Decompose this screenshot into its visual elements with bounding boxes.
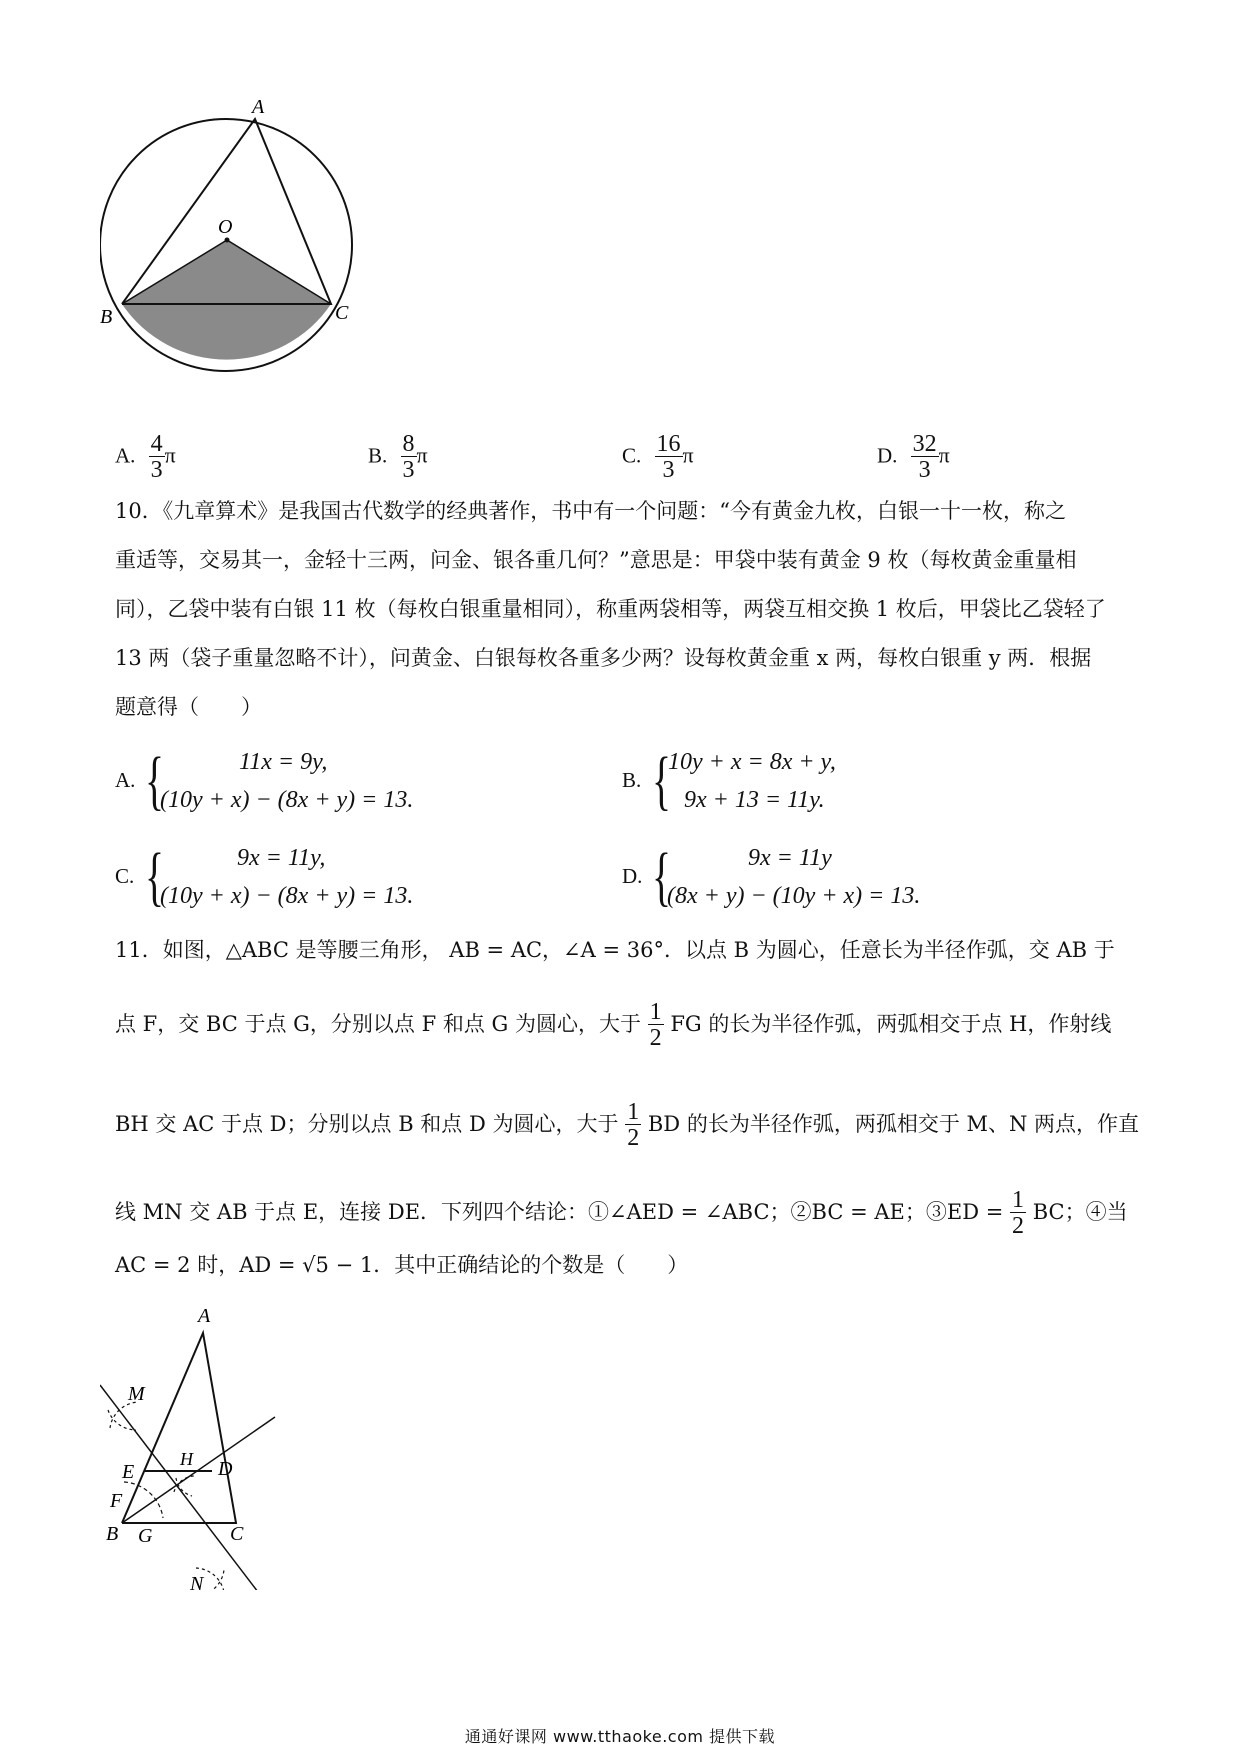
q9-option-c[interactable]: [622, 432, 694, 483]
arc-fg: [124, 1482, 163, 1518]
option-letter: B.: [622, 768, 642, 792]
figure-circle-triangle: [100, 95, 370, 385]
equation-1: 11x = 9y,: [239, 749, 328, 775]
fraction-half: [648, 1000, 664, 1051]
fraction: [149, 432, 165, 483]
numerator: 32: [912, 431, 937, 457]
q10-line-2: 重适等，交易其一，金轻十三两，问金、银各重几何？”意思是：甲袋中装有黄金 9 枚（每枚黄金重量相: [115, 548, 1077, 572]
left-brace: {: [145, 744, 165, 817]
label-b: B: [100, 306, 113, 328]
option-letter: D.: [877, 443, 898, 468]
denominator: 2: [627, 1125, 640, 1151]
arc-m: [110, 1402, 138, 1428]
label-c: C: [335, 302, 349, 324]
center-o-dot: [225, 238, 230, 243]
pi-symbol: π: [416, 442, 428, 468]
equation-2: (10y + x) − (8x + y) = 13.: [160, 787, 414, 813]
q11-line-4: [115, 1188, 1128, 1239]
option-letter: D.: [622, 864, 643, 888]
q10-option-a[interactable]: [115, 744, 575, 820]
shaded-region: [122, 240, 331, 360]
q11-line-4-text-a: 线 MN 交 AB 于点 E，连接 DE．下列四个结论：①∠AED = ∠ABC；②BC = AE；③ED =: [115, 1200, 1004, 1224]
option-letter: C.: [622, 443, 642, 468]
numerator: 1: [627, 1099, 640, 1125]
q10-option-c[interactable]: [115, 840, 575, 916]
q10-option-b[interactable]: [622, 744, 1082, 820]
left-brace: {: [145, 840, 165, 913]
q11-line-2-text-b: FG 的长为半径作弧，两弧相交于点 H，作射线: [670, 1012, 1112, 1036]
q9-option-b[interactable]: [368, 432, 428, 483]
q11-line-3: [115, 1100, 1139, 1151]
q9-option-a[interactable]: [115, 432, 176, 483]
numerator: 1: [649, 999, 662, 1025]
label-a: A: [252, 96, 265, 118]
equation-1: 10y + x = 8x + y,: [668, 749, 836, 775]
q10-option-d[interactable]: [622, 840, 1082, 916]
triangle-abc: [122, 1333, 236, 1523]
label-c: C: [230, 1523, 244, 1545]
q11-line-3-text-a: BH 交 AC 于点 D；分别以点 B 和点 D 为圆心，大于: [115, 1112, 619, 1136]
denominator: 3: [402, 457, 415, 483]
fraction-half: [625, 1100, 641, 1151]
label-g: G: [138, 1525, 153, 1547]
label-f: F: [110, 1490, 123, 1512]
q10-line-5: 题意得（ ）: [115, 695, 262, 719]
q9-option-d[interactable]: [877, 432, 950, 483]
label-a: A: [198, 1305, 211, 1327]
denominator: 2: [1012, 1213, 1025, 1239]
q10-line-1: 10．《九章算术》是我国古代数学的经典著作，书中有一个问题：“今有黄金九枚，白银一十一枚，称之: [115, 499, 1066, 523]
numerator: 16: [656, 431, 681, 457]
q11-line-1: 11．如图，△ABC 是等腰三角形， AB = AC，∠A = 36°．以点 B 为圆心，任意长为半径作弧，交 AB 于: [115, 938, 1115, 962]
option-letter: A.: [115, 443, 136, 468]
figure-construction: [100, 1300, 280, 1590]
label-n: N: [190, 1573, 204, 1590]
pi-symbol: π: [682, 442, 694, 468]
q11-line-2-text-a: 点 F，交 BC 于点 G，分别以点 F 和点 G 为圆心，大于: [115, 1012, 641, 1036]
line-mn: [100, 1385, 258, 1590]
option-letter: C.: [115, 864, 135, 888]
denominator: 2: [649, 1025, 662, 1051]
left-brace: {: [652, 840, 672, 913]
page-footer: 通通好课网 www.tthaoke.com 提供下载: [464, 1727, 776, 1746]
label-b: B: [106, 1523, 119, 1545]
fraction: [401, 432, 417, 483]
q11-line-3-text-b: BD 的长为半径作弧，两孤相交于 M、N 两点，作直: [647, 1112, 1140, 1136]
pi-symbol: π: [164, 442, 176, 468]
label-d: D: [218, 1458, 233, 1480]
denominator: 3: [150, 457, 163, 483]
q10-line-3: 同），乙袋中装有白银 11 枚（每枚白银重量相同），称重两袋相等，两袋互相交换 1 枚后，甲袋比乙袋轻了: [115, 597, 1106, 621]
equation-2: (8x + y) − (10y + x) = 13.: [667, 883, 921, 909]
numerator: 1: [1012, 1187, 1025, 1213]
option-letter: A.: [115, 768, 136, 792]
label-e: E: [122, 1461, 135, 1483]
fraction: [655, 432, 683, 483]
equation-1: 9x = 11y: [748, 845, 832, 871]
q11-line-2: [115, 1000, 1111, 1051]
label-o: O: [218, 216, 233, 238]
numerator: 4: [150, 431, 163, 457]
label-h: H: [180, 1449, 193, 1469]
pi-symbol: π: [938, 442, 950, 468]
left-brace: {: [652, 744, 672, 817]
q11-line-5: AC = 2 时，AD = √5 − 1．其中正确结论的个数是（ ）: [115, 1253, 689, 1277]
option-letter: B.: [368, 443, 388, 468]
equation-2: (10y + x) − (8x + y) = 13.: [160, 883, 414, 909]
fraction-half: [1010, 1188, 1026, 1239]
equation-2: 9x + 13 = 11y.: [684, 787, 825, 813]
label-m: M: [128, 1383, 145, 1405]
equation-1: 9x = 11y,: [237, 845, 326, 871]
numerator: 8: [402, 431, 415, 457]
denominator: 3: [662, 457, 675, 483]
denominator: 3: [918, 457, 931, 483]
q11-line-4-text-b: BC；④当: [1032, 1200, 1128, 1224]
q10-line-4: 13 两（袋子重量忽略不计），问黄金、白银每枚各重多少两？设每枚黄金重 x 两，每枚白银重 y 两．根据: [115, 646, 1092, 670]
fraction: [911, 432, 939, 483]
